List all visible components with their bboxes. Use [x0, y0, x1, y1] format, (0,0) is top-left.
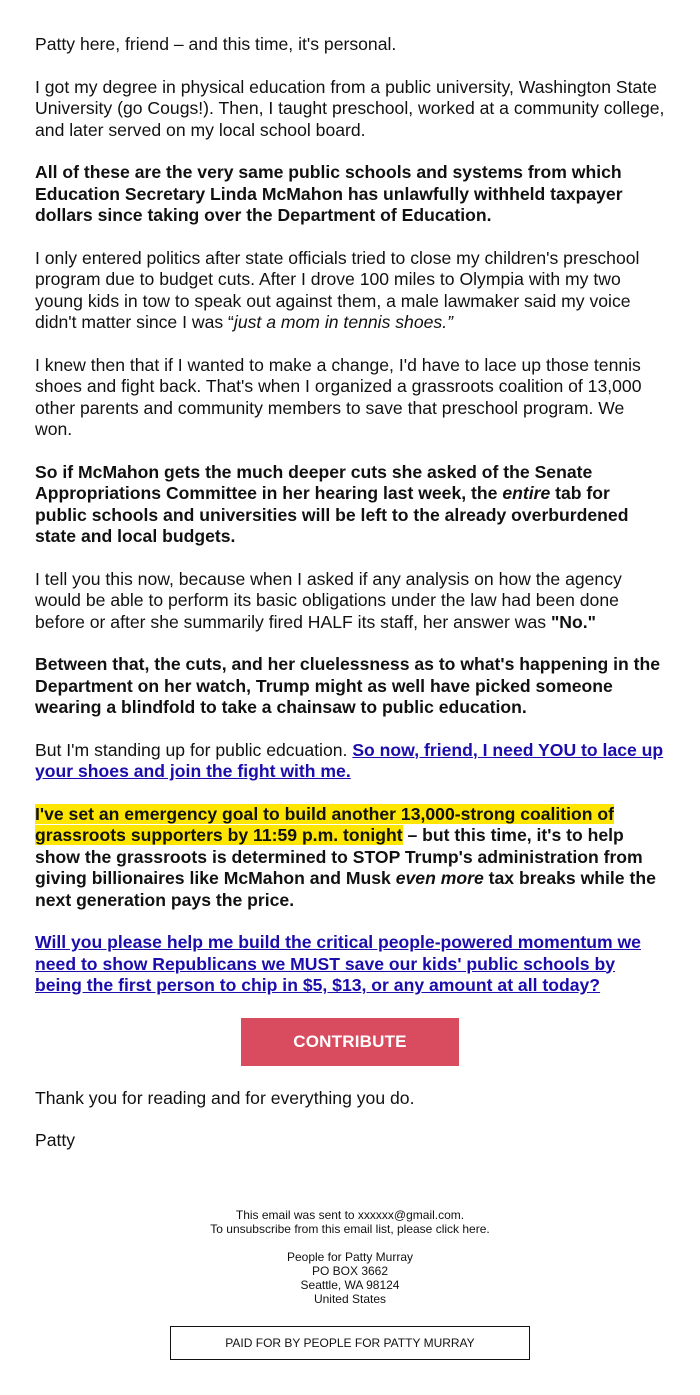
greeting-paragraph: Patty here, friend – and this time, it's personal.	[35, 34, 397, 54]
chip-in-paragraph	[35, 932, 665, 997]
tennis-shoes-quote: just a mom in tennis shoes.”	[233, 312, 453, 332]
signature: Patty	[35, 1130, 76, 1150]
analysis-paragraph	[35, 569, 665, 634]
goal-text-a: – but this time, it's to help show the grassroots is determined to STOP Trump's administration from giving billionaires like McMahon and Musk	[35, 825, 643, 888]
footer-notice	[0, 1208, 700, 1236]
email-footer	[0, 1208, 700, 1320]
chip-in-link[interactable]: Will you please help me build the critical people-powered momentum we need to show Republicans we MUST save our kids' public schools by being the first person to chip in $5, $13, or any amount at all today?	[35, 932, 641, 995]
po-box: PO BOX 3662	[311, 1264, 389, 1278]
contribute-button[interactable]: CONTRIBUTE	[241, 1018, 459, 1066]
unsubscribe-link[interactable]: To unsubscribe from this email list, please click here.	[210, 1222, 490, 1236]
cuts-text-a: So if McMahon gets the much deeper cuts she asked of the Senate Appropriations Committee in her hearing last week, the	[35, 461, 593, 503]
join-fight-link[interactable]: So now, friend, I need YOU to lace up your shoes and join the fight with me.	[35, 739, 664, 781]
org-name: People for Patty Murray	[286, 1250, 414, 1264]
message-content	[35, 34, 665, 1173]
closing-paragraph: Thank you for reading and for everything you do.	[35, 1087, 415, 1108]
politics-text: I only entered politics after state officials tried to close my children's preschool program due to budget cuts. After I drove 100 miles to Olympia with my two young kids in tow to speak out against them, a male lawmaker said my voice didn't matter since I was “	[35, 247, 640, 332]
cuts-italic: entire	[502, 483, 551, 503]
footer-address	[0, 1250, 700, 1306]
analysis-text: I tell you this now, because when I asked if any analysis on how the agency would be able to perform its basic obligations under the law had been done before or after she summarily fired HALF its staff, her answer was	[35, 568, 622, 632]
paid-for-disclaimer: PAID FOR BY PEOPLE FOR PATTY MURRAY	[170, 1326, 530, 1360]
standing-up-paragraph	[35, 740, 665, 783]
answer-no: "No."	[550, 611, 596, 632]
grassroots-paragraph: I knew then that if I wanted to make a change, I'd have to lace up those tennis shoes and fight back. That's when I organized a grassroots coalition of 13,000 other parents and community members to save that preschool program. We won.	[35, 354, 642, 439]
goal-italic: even more	[395, 868, 484, 888]
goal-text-b: tax breaks while the next generation pays the price.	[35, 868, 656, 910]
goal-paragraph	[35, 804, 665, 912]
blindfold-paragraph: Between that, the cuts, and her cluelessness as to what's happening in the Department on her watch, Trump might as well have picked someone wearing a blindfold to take a chainsaw to public education.	[35, 654, 660, 717]
mcmahon-paragraph: All of these are the very same public schools and systems from which Education Secretary Linda McMahon has unlawfully withheld taxpayer dollars since taking over the Department of Education.	[35, 162, 623, 225]
country: United States	[313, 1292, 387, 1306]
politics-paragraph	[35, 248, 665, 334]
sent-to-text: This email was sent to xxxxxx@gmail.com.	[235, 1208, 465, 1222]
cuts-text-b: tab for public schools and universities will be left to the already overburdened state and local budgets.	[35, 483, 629, 546]
education-paragraph: I got my degree in physical education from a public university, Washington State University (go Cougs!). Then, I taught preschool, worked at a community college, and later served on my local school board.	[35, 76, 665, 140]
city-state-zip: Seattle, WA 98124	[300, 1278, 400, 1292]
cuts-paragraph	[35, 462, 665, 548]
contribute-button-wrap	[35, 1018, 665, 1066]
goal-highlight: I've set an emergency goal to build another 13,000-strong coalition of grassroots supporters by 11:59 p.m. tonight	[35, 803, 615, 845]
standing-up-text: But I'm standing up for public edcuation.	[35, 739, 353, 760]
